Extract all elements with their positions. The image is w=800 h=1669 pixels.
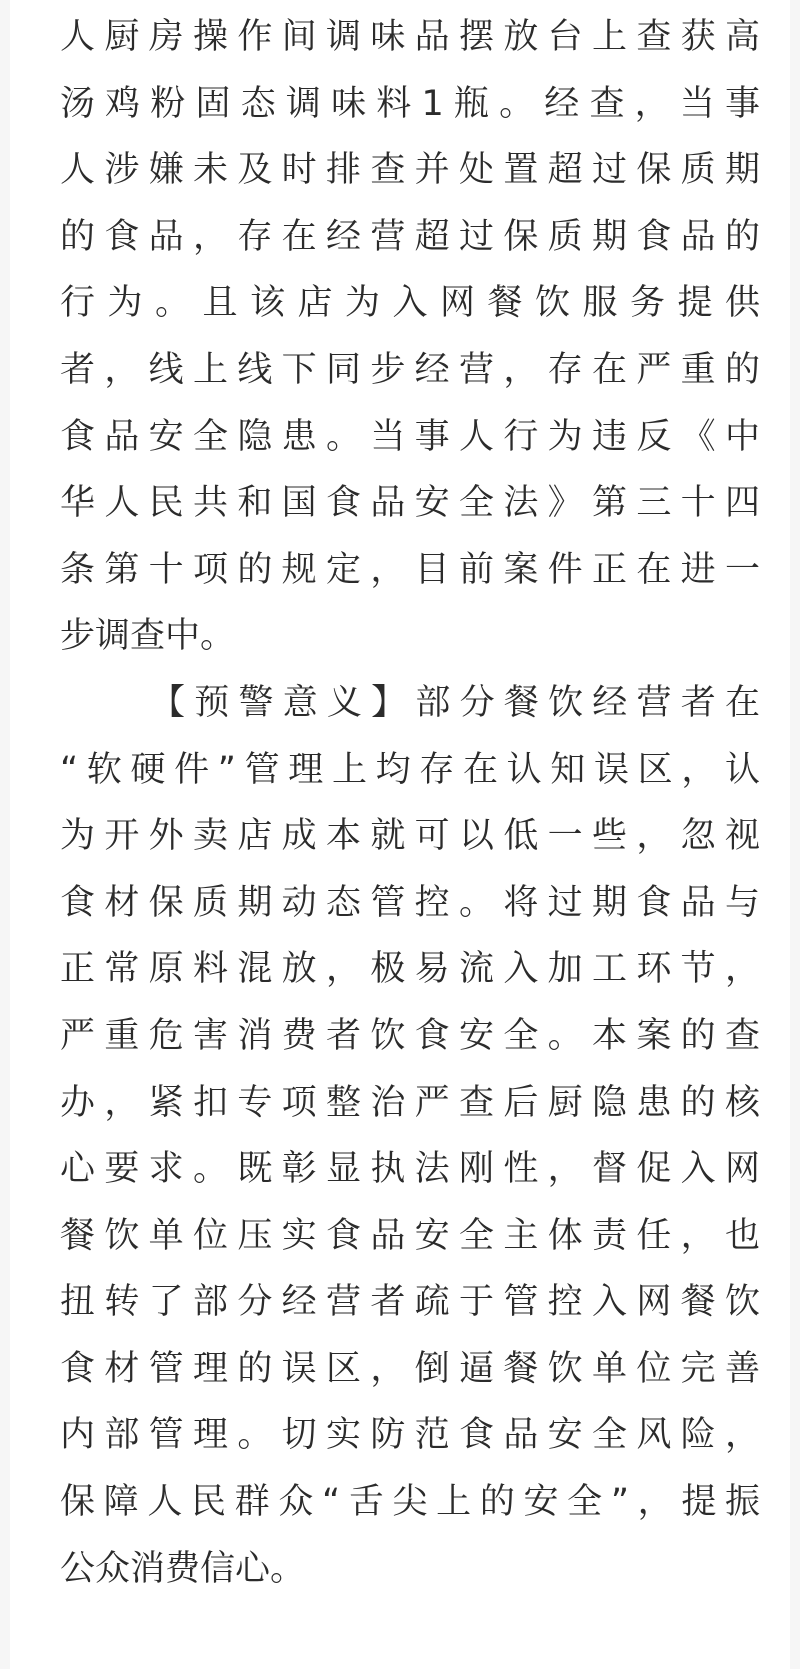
paragraph-line: 行为。且该店为入网餐饮服务提供 xyxy=(60,283,760,324)
paragraph-line: 人涉嫌未及时排查并处置超过保质期 xyxy=(60,150,760,191)
paragraph-line: 汤鸡粉固态调味料1瓶。经查，当事 xyxy=(60,83,760,124)
paragraph-line: 人厨房操作间调味品摆放台上查获高 xyxy=(60,17,760,57)
paragraph-line: “软硬件”管理上均存在认知误区，认 xyxy=(60,749,760,790)
paragraph-line: 心要求。既彰显执法刚性，督促入网 xyxy=(60,1149,760,1190)
paragraph-line: 者，线上线下同步经营，存在严重的 xyxy=(60,349,760,390)
paragraph-line: 严重危害消费者饮食安全。本案的查 xyxy=(60,1015,760,1056)
paragraph-line: 餐饮单位压实食品安全主体责任，也 xyxy=(60,1215,760,1256)
paragraph-line: 条第十项的规定，目前案件正在进一 xyxy=(60,549,760,590)
paragraph-line: 步调查中。 xyxy=(60,616,236,657)
paragraph-line: 办，紧扣专项整治严查后厨隐患的核 xyxy=(60,1082,760,1123)
paragraph-case-findings xyxy=(60,4,760,670)
paragraph-line: 的食品，存在经营超过保质期食品的 xyxy=(60,216,760,257)
paragraph-line: 华人民共和国食品安全法》第三十四 xyxy=(60,483,760,524)
article-body xyxy=(60,4,760,1602)
paragraph-line: 保障人民群众“舌尖上的安全”，提振 xyxy=(60,1482,760,1523)
paragraph-line: 【预警意义】部分餐饮经营者在 xyxy=(150,682,760,723)
paragraph-line: 内部管理。切实防范食品安全风险， xyxy=(60,1415,760,1456)
paragraph-warning-significance xyxy=(60,670,760,1602)
paragraph-line: 食材保质期动态管控。将过期食品与 xyxy=(60,882,760,923)
paragraph-line: 为开外卖店成本就可以低一些，忽视 xyxy=(60,816,760,857)
paragraph-line: 食品安全隐患。当事人行为违反《中 xyxy=(60,416,760,457)
paragraph-line: 食材管理的误区，倒逼餐饮单位完善 xyxy=(60,1348,760,1389)
paragraph-line: 公众消费信心。 xyxy=(60,1548,306,1589)
paragraph-line: 扭转了部分经营者疏于管控入网餐饮 xyxy=(60,1282,760,1323)
paragraph-line: 正常原料混放，极易流入加工环节， xyxy=(60,949,760,990)
article-page xyxy=(10,0,790,1669)
